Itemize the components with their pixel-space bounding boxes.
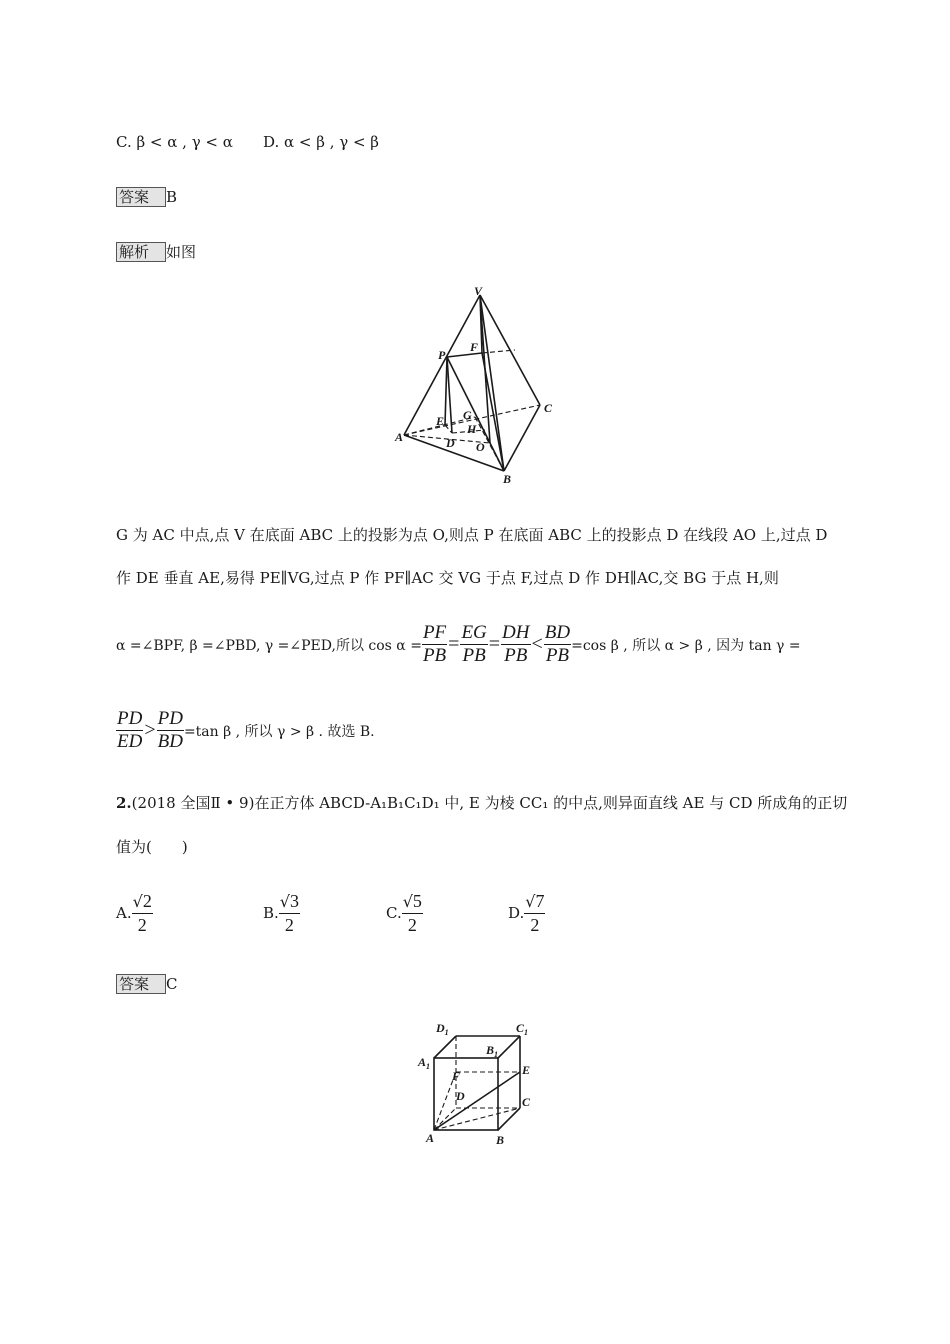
option-a[interactable]: A. $\frac{√2}{2}$ xyxy=(116,891,152,935)
edge-pd xyxy=(447,357,452,433)
formula-line-1 xyxy=(116,622,801,667)
label-b: B xyxy=(496,1133,505,1147)
label-f: F xyxy=(470,340,479,354)
fraction-pd-ed: $\frac{PD}{ED}$ xyxy=(117,708,143,752)
option-b[interactable]: B. $\frac{√3}{2}$ xyxy=(263,891,299,935)
option-c: C. β < α , γ < α xyxy=(116,133,233,151)
analysis-label: 解析 xyxy=(116,242,166,262)
label-h: H xyxy=(467,422,477,436)
label-e: E xyxy=(436,414,445,428)
label-o: O xyxy=(476,440,485,454)
label-e: E xyxy=(522,1063,531,1077)
edge-cb xyxy=(504,405,540,471)
answer-row-1 xyxy=(116,187,177,207)
question-2-stem-line-2: 值为( ) xyxy=(116,838,188,856)
formula-line-2 xyxy=(116,708,375,753)
answer-value: C xyxy=(166,975,178,993)
label-a: A xyxy=(395,430,404,444)
formula-suffix: =cos β , 所以 α > β , 因为 tan γ = xyxy=(571,637,801,654)
option-d-q2[interactable]: D. $\frac{√7}{2}$ xyxy=(508,891,545,935)
label-c1: $C_1$ xyxy=(516,1021,529,1037)
less-than-sign: < xyxy=(531,633,543,655)
analysis-intro: 如图 xyxy=(166,243,197,261)
label-b: B xyxy=(503,472,512,485)
option-d: D. α < β , γ < β xyxy=(263,133,379,151)
label-d1: $D_1$ xyxy=(436,1021,449,1037)
label-g: G xyxy=(463,408,472,422)
label-v: V xyxy=(474,285,483,298)
label-c: C xyxy=(522,1095,531,1109)
option-c-q2[interactable]: C. $\frac{√5}{2}$ xyxy=(386,891,422,935)
label-a: A xyxy=(426,1131,435,1145)
answer-row-2 xyxy=(116,974,178,994)
label-d: D xyxy=(456,1089,465,1103)
label-p: P xyxy=(438,348,446,362)
label-f: F xyxy=(452,1069,461,1083)
conclusion: =tan β , 所以 γ > β . 故选 B. xyxy=(183,723,375,740)
equals-sign: = xyxy=(448,633,460,655)
fraction-pf-pb: $\frac{PF}{PB}$ xyxy=(422,622,447,666)
label-a1: $A_1$ xyxy=(418,1055,431,1071)
answer-label: 答案 xyxy=(116,974,166,994)
question-number: 2. xyxy=(116,794,132,812)
fraction-bd-pb: $\frac{BD}{PB}$ xyxy=(544,622,571,666)
cube-figure xyxy=(410,1018,550,1148)
answer-label: 答案 xyxy=(116,187,166,207)
greater-than-sign: > xyxy=(144,719,156,741)
label-d: D xyxy=(446,436,455,450)
pyramid-figure xyxy=(390,285,560,485)
analysis-row xyxy=(116,241,196,262)
answer-value: B xyxy=(166,188,178,206)
fraction-pd-bd: $\frac{PD}{BD}$ xyxy=(157,708,183,752)
explanation-line-1: G 为 AC 中点,点 V 在底面 ABC 上的投影为点 O,则点 P 在底面 ABC 上的投影点 D 在线段 AO 上,过点 D xyxy=(116,526,828,544)
question-2-stem-line-1: 2.(2018 全国Ⅱ • 9)在正方体 ABCD-A₁B₁C₁D₁ 中, E 为棱 CC₁ 的中点,则异面直线 AE 与 CD 所成角的正切 xyxy=(116,794,848,812)
formula-prefix: α =∠BPF, β =∠PBD, γ =∠PED,所以 cos α = xyxy=(116,637,422,654)
label-c: C xyxy=(544,401,553,415)
label-b1: $B_1$ xyxy=(486,1043,499,1059)
fraction-dh-pb: $\frac{DH}{PB}$ xyxy=(502,622,530,666)
equals-sign: = xyxy=(488,633,501,655)
edge-pe xyxy=(445,357,447,425)
explanation-line-2: 作 DE 垂直 AE,易得 PE∥VG,过点 P 作 PF∥AC 交 VG 于点 F,过点 D 作 DH∥AC,交 BG 于点 H,则 xyxy=(116,569,779,587)
fraction-eg-pb: $\frac{EG}{PB}$ xyxy=(461,622,487,666)
